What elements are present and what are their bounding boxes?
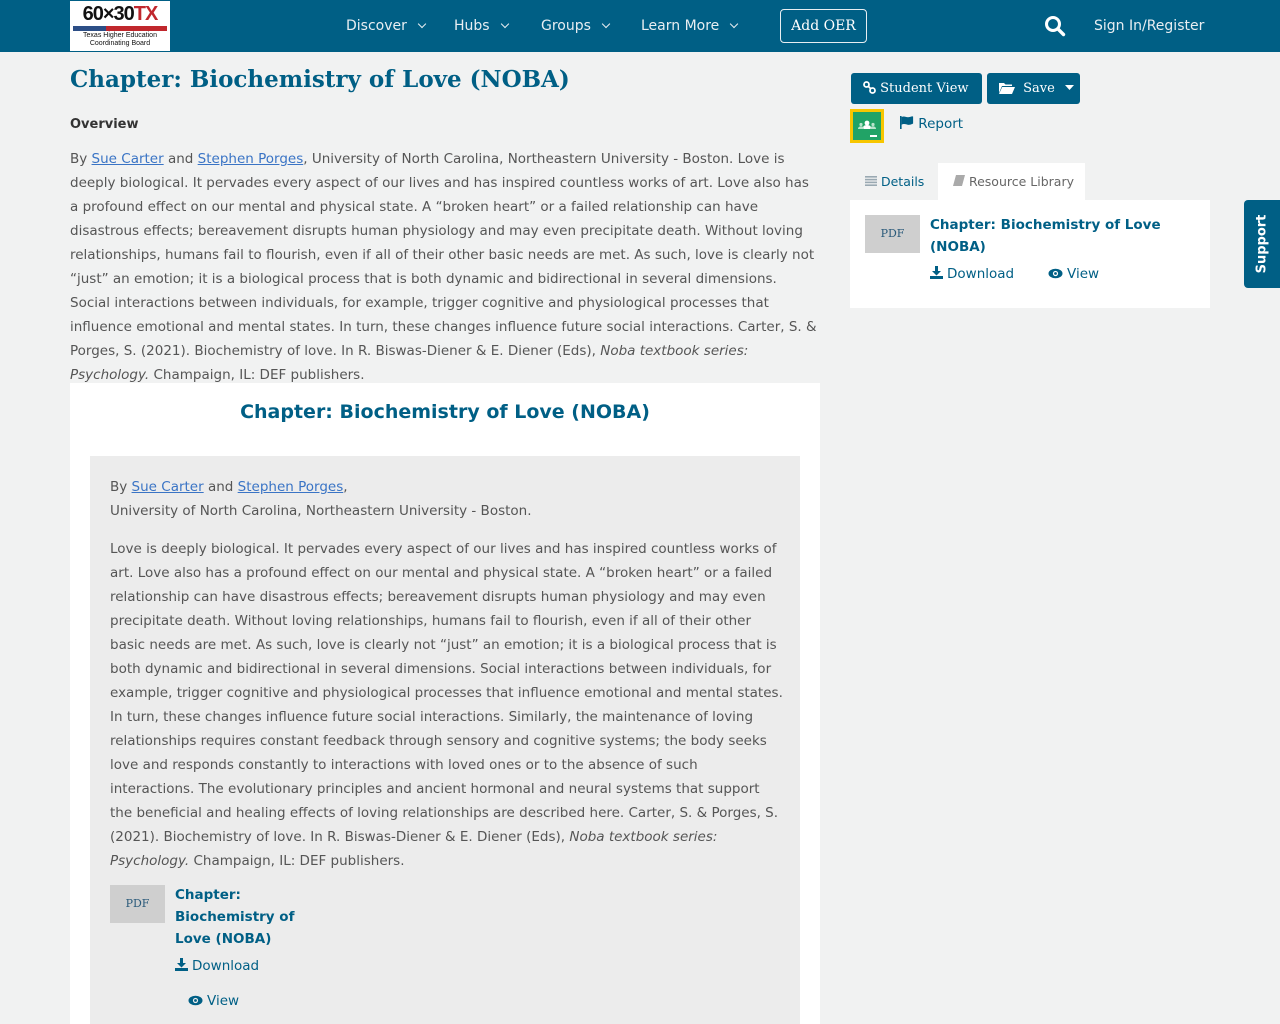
logo-main: 60×30 bbox=[82, 3, 134, 25]
and-label: and bbox=[203, 479, 238, 495]
site-logo[interactable] bbox=[70, 1, 170, 51]
student-view-button[interactable] bbox=[851, 73, 982, 104]
tab-resource-library[interactable] bbox=[938, 163, 1085, 200]
book-icon bbox=[953, 175, 965, 186]
author-link-sue-carter[interactable]: Sue Carter bbox=[91, 151, 164, 167]
pdf-thumbnail[interactable]: PDF bbox=[110, 885, 165, 923]
student-view-label: Student View bbox=[880, 81, 969, 96]
nav-groups-label: Groups bbox=[541, 18, 591, 34]
content-authors bbox=[110, 475, 790, 523]
resource-title-link[interactable]: Chapter: Biochemistry of Love (NOBA) bbox=[930, 217, 1161, 255]
view-label: View bbox=[207, 993, 240, 1009]
top-navbar bbox=[0, 0, 1280, 52]
series-title: Noba textbook series: Psychology. bbox=[70, 343, 749, 383]
content-title: Chapter: Biochemistry of Love (NOBA) bbox=[240, 401, 650, 423]
google-classroom-icon bbox=[853, 112, 881, 140]
content-card bbox=[70, 383, 820, 1024]
overview-heading: Overview bbox=[70, 117, 139, 132]
logo-flag-bar bbox=[73, 26, 167, 31]
logo-accent: TX bbox=[133, 3, 158, 25]
chevron-down-icon bbox=[730, 20, 738, 28]
comma: , bbox=[343, 479, 348, 495]
caret-down-icon bbox=[1065, 85, 1074, 91]
folder-open-icon bbox=[999, 82, 1015, 94]
nav-groups[interactable] bbox=[541, 0, 609, 52]
list-icon bbox=[865, 176, 877, 186]
nav-discover[interactable] bbox=[346, 0, 425, 52]
report-link[interactable] bbox=[900, 116, 963, 132]
content-description bbox=[110, 537, 785, 873]
logo-subtitle-2: Coordinating Board bbox=[89, 40, 151, 47]
by-label: By bbox=[70, 151, 92, 167]
view-link[interactable] bbox=[1048, 266, 1099, 282]
support-label: Support bbox=[1254, 214, 1270, 274]
affiliation: University of North Carolina, Northeastern University - Boston. bbox=[110, 503, 532, 519]
nav-hubs-label: Hubs bbox=[454, 18, 490, 34]
author-link-stephen-porges[interactable]: Stephen Porges bbox=[237, 479, 344, 495]
search-icon[interactable] bbox=[1044, 15, 1066, 37]
eye-icon bbox=[188, 995, 203, 1006]
tab-details-label: Details bbox=[880, 174, 925, 189]
tab-resource-library-label: Resource Library bbox=[968, 174, 1074, 189]
google-classroom-button[interactable] bbox=[850, 109, 884, 143]
chevron-down-icon bbox=[418, 20, 426, 28]
support-tab[interactable] bbox=[1244, 200, 1280, 288]
view-label: View bbox=[1067, 266, 1100, 282]
overview-body: , University of North Carolina, Northeastern University - Boston. Love is deeply biological. It pervades every aspect of our lives and has inspired countless works of art. Love also has a profound effect on our mental and physical state. A “broken heart” or a failed relationship can have disastrous effects; bereavement disrupts human physiology and may even precipitate death. Without loving relationships, humans fail to flourish, even if all of their other basic needs are met. As such, love is clearly not “just” an emotion; it is a biological process that is both dynamic and bidirectional in several dimensions. Social interactions between individuals, for example, trigger cognitive and physiological processes that influence emotional and mental states. In turn, these changes influence future social interactions. Carter, S. & Porges, S. (2021). Biochemistry of love. In R. Biswas-Diener & E. Diener (Eds), bbox=[70, 151, 817, 359]
chevron-down-icon bbox=[500, 20, 508, 28]
nav-learn-more[interactable] bbox=[641, 0, 737, 52]
pdf-thumbnail[interactable]: PDF bbox=[865, 215, 920, 253]
add-oer-button[interactable]: Add OER bbox=[780, 9, 867, 43]
download-icon bbox=[175, 958, 188, 971]
publisher: Champaign, IL: DEF publishers. bbox=[149, 367, 365, 383]
nav-discover-label: Discover bbox=[346, 18, 407, 34]
download-label: Download bbox=[947, 266, 1015, 282]
and-label: and bbox=[163, 151, 198, 167]
chevron-down-icon bbox=[602, 20, 610, 28]
nav-hubs[interactable] bbox=[454, 0, 508, 52]
save-button[interactable] bbox=[987, 73, 1080, 104]
author-link-sue-carter[interactable]: Sue Carter bbox=[131, 479, 204, 495]
description-body: Love is deeply biological. It pervades every aspect of our lives and has inspired countless works of art. Love also has a profound effect on our mental and physical state. A “broken heart” or a failed relationship can have disastrous effects; bereavement disrupts human physiology and may even precipitate death. Without loving relationships, humans fail to flourish, even if all of their other basic needs are met. As such, love is clearly not “just” an emotion; it is a biological process that is both dynamic and bidirectional in several dimensions. Social interactions between individuals, for example, trigger cognitive and physiological processes that influence emotional and mental states. In turn, these changes influence future social interactions. Similarly, the maintenance of loving relationships requires constant feedback through sensory and cognitive systems; the body seeks love and responds constantly to interactions with loved ones or to the absence of such interactions. The evolutionary principles and ancient hormonal and neural systems that support the beneficial and healing effects of loving relationships are described here. Carter, S. & Porges, S. (2021). Biochemistry of love. In R. Biswas-Diener & E. Diener (Eds), bbox=[110, 541, 783, 845]
download-link[interactable] bbox=[930, 266, 1014, 282]
content-body bbox=[90, 456, 800, 1024]
resource-title-link[interactable]: Chapter: Biochemistry of Love (NOBA) bbox=[175, 887, 295, 947]
eye-icon bbox=[1048, 268, 1063, 279]
download-link[interactable] bbox=[175, 958, 259, 974]
sign-in-register-link[interactable]: Sign In/Register bbox=[1094, 18, 1205, 34]
page-title: Chapter: Biochemistry of Love (NOBA) bbox=[70, 66, 570, 93]
download-icon bbox=[930, 266, 943, 279]
nav-learn-more-label: Learn More bbox=[641, 18, 720, 34]
link-icon bbox=[863, 81, 876, 94]
resource-library-panel bbox=[850, 200, 1210, 308]
save-label: Save bbox=[1023, 81, 1055, 96]
report-label: Report bbox=[918, 116, 964, 132]
author-link-stephen-porges[interactable]: Stephen Porges bbox=[197, 151, 304, 167]
logo-subtitle-1: Texas Higher Education bbox=[83, 32, 157, 39]
by-label: By bbox=[110, 479, 132, 495]
tab-details[interactable] bbox=[850, 163, 938, 200]
overview-text bbox=[70, 147, 820, 387]
view-link[interactable] bbox=[188, 993, 239, 1009]
publisher: Champaign, IL: DEF publishers. bbox=[189, 853, 405, 869]
series-title: Noba textbook series: Psychology. bbox=[110, 829, 718, 869]
flag-icon bbox=[900, 116, 914, 129]
download-label: Download bbox=[192, 958, 260, 974]
